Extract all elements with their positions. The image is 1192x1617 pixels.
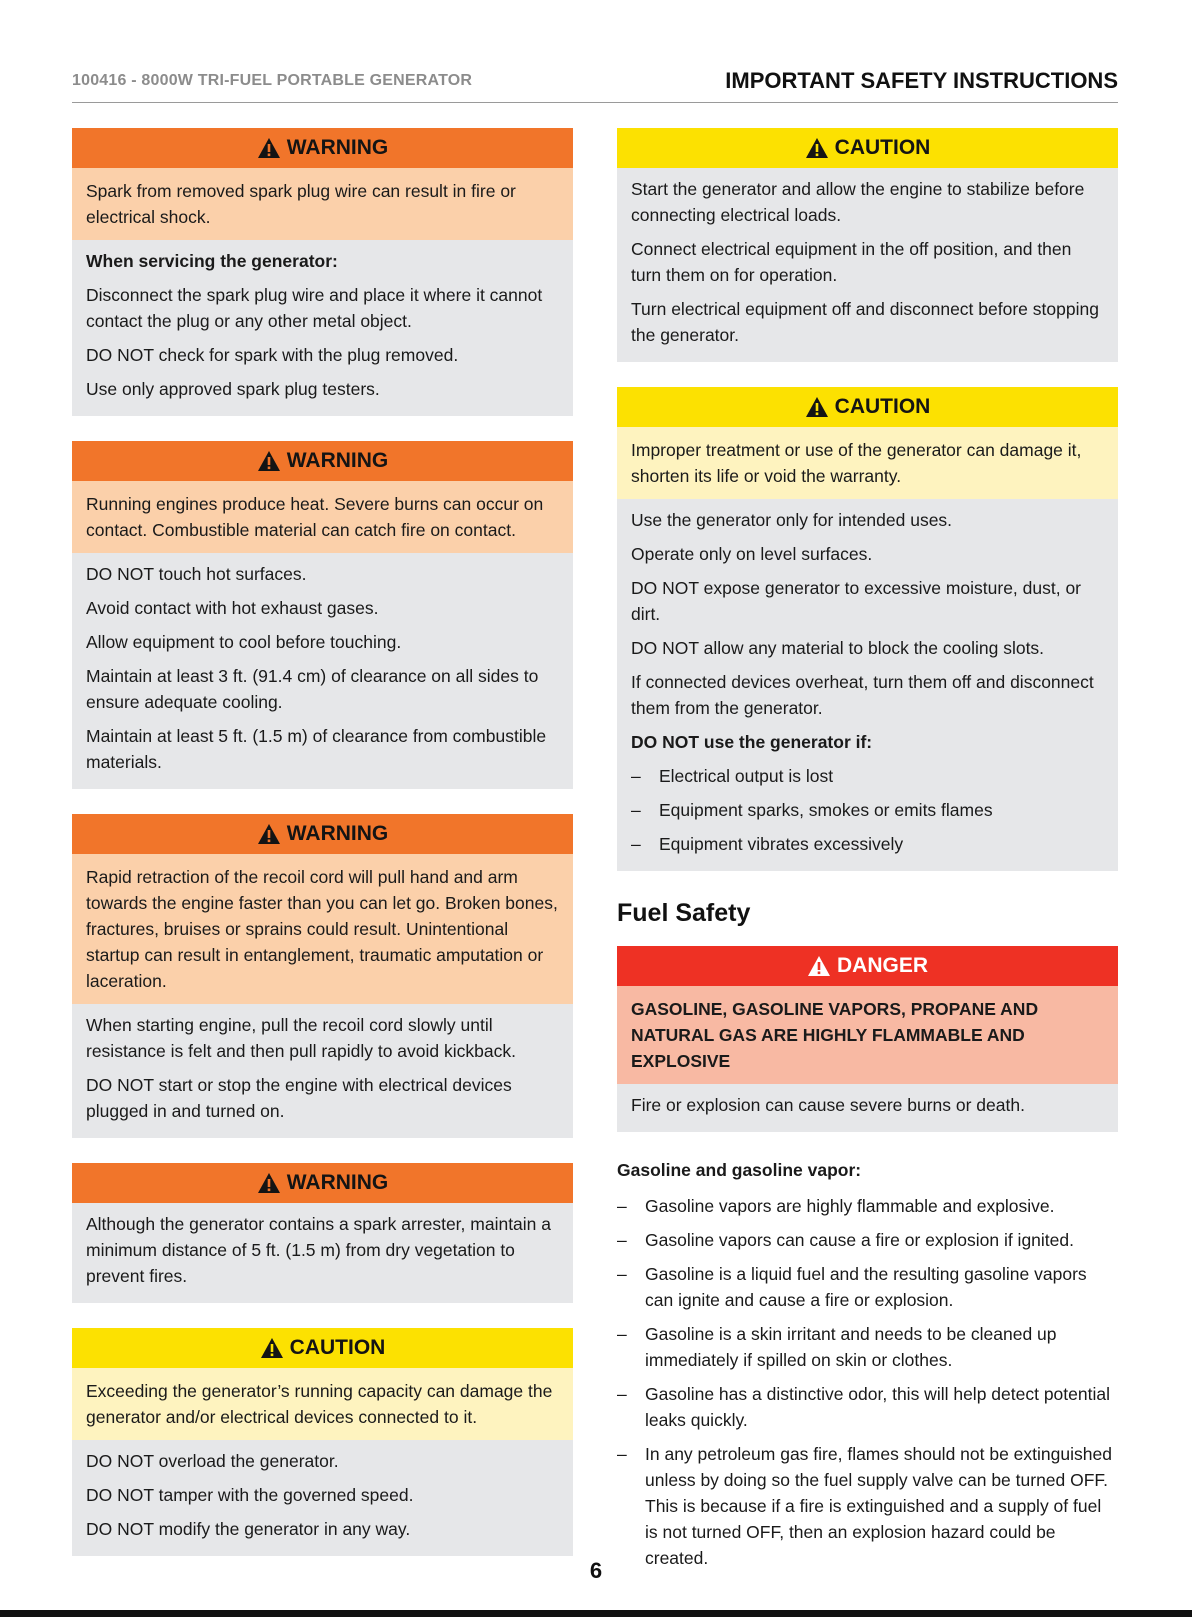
warning-lead-text: Running engines produce heat. Severe burns can occur on contact. Combustible material can catch fire on contact.	[72, 481, 573, 553]
caution-body	[617, 168, 1118, 362]
body-item: Fire or explosion can cause severe burns or death.	[631, 1095, 1025, 1115]
dash-item-text: Gasoline vapors can cause a fire or explosion if ignited.	[645, 1230, 1074, 1250]
warning-triangle-icon	[805, 137, 829, 159]
page-header	[72, 62, 1118, 103]
warning-body	[72, 240, 573, 416]
caution-label: CAUTION	[834, 395, 931, 418]
dash-item-text: Gasoline vapors are highly flammable and explosive.	[645, 1196, 1055, 1216]
bottom-rule	[0, 1610, 1192, 1617]
caution-box-loads	[617, 128, 1118, 362]
warning-triangle-icon	[257, 450, 281, 472]
dash-item-text: In any petroleum gas fire, flames should not be extinguished unless by doing so the fuel supply valve can be turned OFF. This is because if a fire is extinguished and a supply of fuel is not turned OFF, then an explosion hazard could be created.	[645, 1444, 1112, 1568]
dash-item	[631, 831, 1104, 857]
body-item: Start the generator and allow the engine to stabilize before connecting electrical loads.	[631, 179, 1085, 225]
danger-body	[617, 1084, 1118, 1132]
warning-lead-text: Spark from removed spark plug wire can result in fire or electrical shock.	[72, 168, 573, 240]
body-subhead: DO NOT use the generator if:	[631, 732, 873, 752]
warning-label: WARNING	[286, 136, 389, 159]
page-number: 6	[589, 1558, 603, 1583]
dash-bullet: –	[631, 800, 641, 820]
body-item: If connected devices overheat, turn them off and disconnect them from the generator.	[631, 672, 1094, 718]
caution-label: CAUTION	[834, 136, 931, 159]
warning-box-spark-arrester	[72, 1163, 573, 1303]
dash-bullet: –	[617, 1230, 627, 1250]
warning-lead-text: Rapid retraction of the recoil cord will pull hand and arm towards the engine faster than you can let go. Broken bones, fractures, bruises or sprains could result. Unintentional startup can result in entanglement, traumatic amputation or laceration.	[72, 854, 573, 1004]
warning-body	[72, 1203, 573, 1303]
dash-bullet: –	[617, 1264, 627, 1284]
body-item: Operate only on level surfaces.	[631, 544, 873, 564]
body-item: Maintain at least 5 ft. (1.5 m) of clearance from combustible materials.	[86, 726, 547, 772]
gasoline-subhead: Gasoline and gasoline vapor:	[617, 1160, 862, 1180]
dash-bullet: –	[617, 1324, 627, 1344]
body-item: Allow equipment to cool before touching.	[86, 632, 402, 652]
warning-triangle-icon	[257, 137, 281, 159]
caution-bar	[72, 1328, 573, 1368]
warning-body	[72, 553, 573, 789]
warning-triangle-icon	[260, 1337, 284, 1359]
warning-triangle-icon	[257, 823, 281, 845]
dash-item	[617, 1381, 1118, 1433]
warning-body	[72, 1004, 573, 1138]
section-title: IMPORTANT SAFETY INSTRUCTIONS	[725, 68, 1118, 93]
body-item: Avoid contact with hot exhaust gases.	[86, 598, 379, 618]
caution-box-capacity	[72, 1328, 573, 1556]
warning-triangle-icon	[257, 1172, 281, 1194]
danger-label: DANGER	[836, 954, 928, 977]
document-title: 100416 - 8000W TRI-FUEL PORTABLE GENERATOR	[72, 72, 473, 89]
body-item: Use only approved spark plug testers.	[86, 379, 380, 399]
caution-label: CAUTION	[289, 1336, 386, 1359]
dash-item	[631, 797, 1104, 823]
dash-item	[617, 1227, 1118, 1253]
fuel-safety-heading: Fuel Safety	[617, 899, 751, 927]
right-column	[617, 128, 1118, 1579]
caution-bar	[617, 387, 1118, 427]
caution-body	[617, 499, 1118, 871]
danger-box-fuel	[617, 946, 1118, 1132]
body-item: Maintain at least 3 ft. (91.4 cm) of clearance on all sides to ensure adequate cooling.	[86, 666, 539, 712]
dash-item-text: Electrical output is lost	[659, 766, 834, 786]
dash-bullet: –	[617, 1196, 627, 1216]
caution-lead-text: Exceeding the generator’s running capacity can damage the generator and/or electrical devices connected to it.	[72, 1368, 573, 1440]
left-column	[72, 128, 573, 1581]
body-item: DO NOT modify the generator in any way.	[86, 1519, 411, 1539]
body-item: DO NOT tamper with the governed speed.	[86, 1485, 414, 1505]
caution-lead-text: Improper treatment or use of the generator can damage it, shorten its life or void the warranty.	[617, 427, 1118, 499]
dash-bullet: –	[617, 1444, 627, 1464]
warning-bar	[72, 1163, 573, 1203]
body-item: Connect electrical equipment in the off position, and then turn them on for operation.	[631, 239, 1072, 285]
body-subhead: When servicing the generator:	[86, 251, 338, 271]
dash-item	[617, 1193, 1118, 1219]
body-item: DO NOT check for spark with the plug removed.	[86, 345, 459, 365]
body-item: Use the generator only for intended uses.	[631, 510, 953, 530]
warning-box-heat	[72, 441, 573, 789]
dash-item-text: Gasoline is a liquid fuel and the resulting gasoline vapors can ignite and cause a fire or explosion.	[645, 1264, 1087, 1310]
warning-bar	[72, 814, 573, 854]
warning-box-recoil	[72, 814, 573, 1138]
danger-bar	[617, 946, 1118, 986]
dash-item	[631, 763, 1104, 789]
dash-item-text: Gasoline is a skin irritant and needs to be cleaned up immediately if spilled on skin or clothes.	[645, 1324, 1057, 1370]
body-item: DO NOT touch hot surfaces.	[86, 564, 307, 584]
body-item: DO NOT allow any material to block the cooling slots.	[631, 638, 1045, 658]
dash-item	[617, 1321, 1118, 1373]
warning-triangle-icon	[807, 955, 831, 977]
dash-item	[617, 1261, 1118, 1313]
body-item: Although the generator contains a spark arrester, maintain a minimum distance of 5 ft. (1.5 m) from dry vegetation to prevent fires.	[86, 1214, 551, 1286]
caution-box-use	[617, 387, 1118, 871]
body-item: DO NOT start or stop the engine with electrical devices plugged in and turned on.	[86, 1075, 512, 1121]
dash-bullet: –	[617, 1384, 627, 1404]
danger-lead-text: GASOLINE, GASOLINE VAPORS, PROPANE AND NATURAL GAS ARE HIGHLY FLAMMABLE AND EXPLOSIVE	[617, 986, 1118, 1084]
warning-label: WARNING	[286, 822, 389, 845]
warning-bar	[72, 128, 573, 168]
body-item: When starting engine, pull the recoil cord slowly until resistance is felt and then pull rapidly to avoid kickback.	[86, 1015, 516, 1061]
body-item: Disconnect the spark plug wire and place it where it cannot contact the plug or any other metal object.	[86, 285, 543, 331]
body-item: DO NOT overload the generator.	[86, 1451, 339, 1471]
caution-body	[72, 1440, 573, 1556]
dash-item-text: Gasoline has a distinctive odor, this will help detect potential leaks quickly.	[645, 1384, 1110, 1430]
dash-item-text: Equipment sparks, smokes or emits flames	[659, 800, 993, 820]
dash-bullet: –	[631, 766, 641, 786]
dash-bullet: –	[631, 834, 641, 854]
warning-triangle-icon	[805, 396, 829, 418]
warning-label: WARNING	[286, 1171, 389, 1194]
gasoline-list	[617, 1157, 1118, 1571]
warning-label: WARNING	[286, 449, 389, 472]
dash-item-text: Equipment vibrates excessively	[659, 834, 904, 854]
body-item: Turn electrical equipment off and disconnect before stopping the generator.	[631, 299, 1099, 345]
body-item: DO NOT expose generator to excessive moisture, dust, or dirt.	[631, 578, 1082, 624]
warning-box-spark-plug	[72, 128, 573, 416]
warning-bar	[72, 441, 573, 481]
dash-item	[617, 1441, 1118, 1571]
caution-bar	[617, 128, 1118, 168]
